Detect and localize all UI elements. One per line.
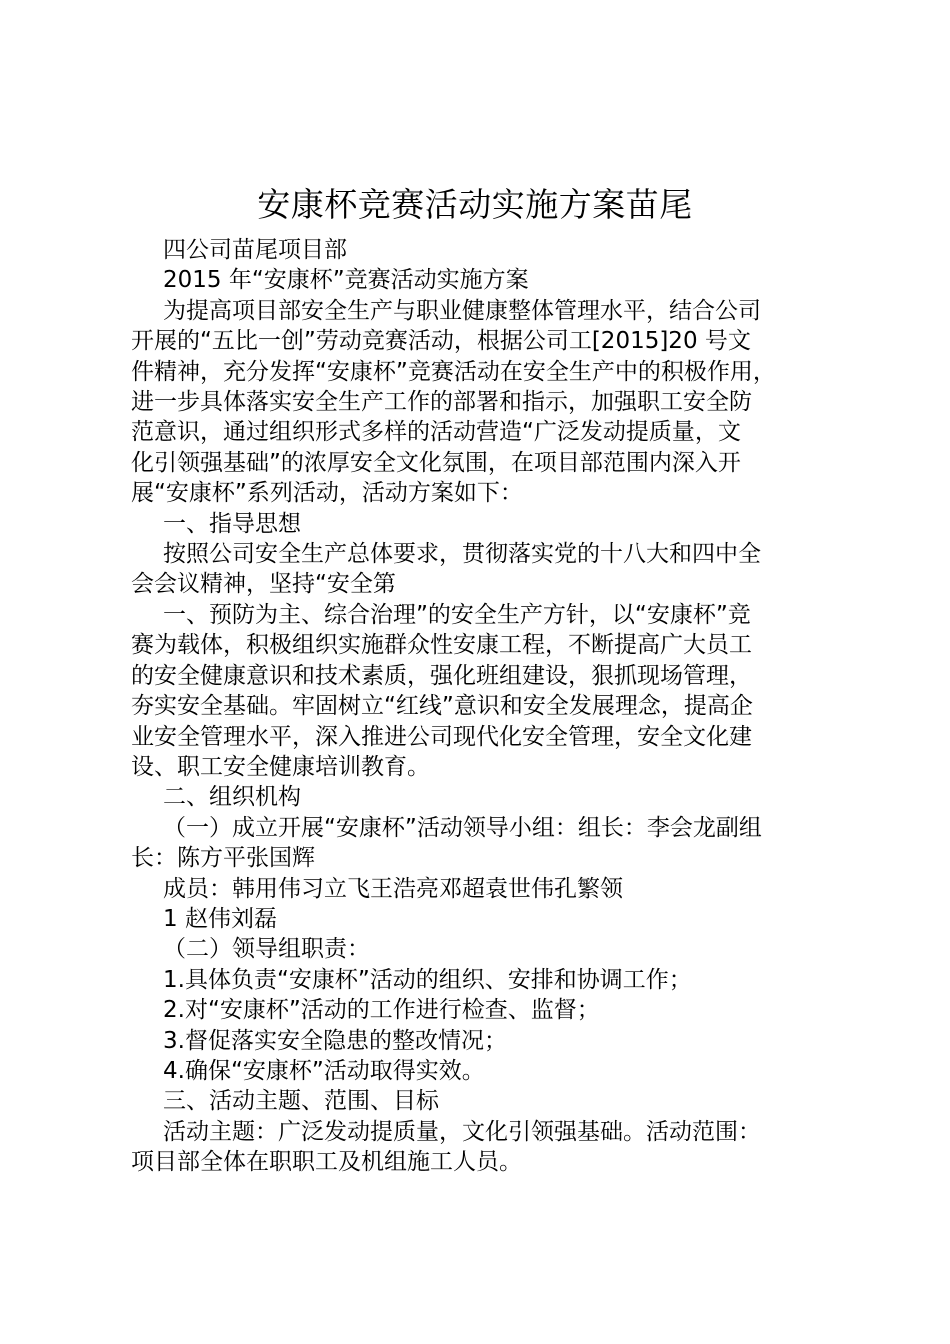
- text-line: 设、职工安全健康培训教育。: [131, 753, 430, 780]
- text-line: 1.具体负责“安康杯”活动的组织、安排和协调工作；: [163, 966, 692, 993]
- text-line: 赛为载体，积极组织实施群众性安康工程，不断提高广大员工: [131, 632, 752, 659]
- text-line: 进一步具体落实安全生产工作的部署和指示，加强职工安全防: [131, 389, 752, 416]
- document-title: 安康杯竞赛活动实施方案苗尾: [257, 185, 693, 224]
- text-line: 项目部全体在职职工及机组施工人员。: [131, 1149, 522, 1176]
- text-line: 活动主题：广泛发动提质量，文化引领强基础。活动范围：: [163, 1118, 761, 1145]
- text-line: 三、活动主题、范围、目标: [163, 1088, 439, 1115]
- text-line: 的安全健康意识和技术素质，强化班组建设，狠抓现场管理，: [131, 662, 752, 689]
- text-line: 按照公司安全生产总体要求，贯彻落实党的十八大和四中全: [163, 541, 761, 568]
- text-line: 2015 年“安康杯”竞赛活动实施方案: [163, 267, 529, 294]
- text-line: 夯实安全基础。牢固树立“红线”意识和安全发展理念，提高企: [131, 693, 753, 720]
- document-body: [131, 235, 831, 1178]
- text-line: 2.对“安康杯”活动的工作进行检查、监督；: [163, 997, 600, 1024]
- text-line: 件精神，充分发挥“安康杯”竞赛活动在安全生产中的积极作用，: [131, 358, 776, 385]
- text-line: 展“安康杯”系列活动，活动方案如下：: [131, 480, 523, 507]
- text-line: 为提高项目部安全生产与职业健康整体管理水平，结合公司: [163, 297, 761, 324]
- text-line: 化引领强基础”的浓厚安全文化氛围，在项目部范围内深入开: [131, 449, 741, 476]
- text-line: 二、组织机构: [163, 784, 301, 811]
- text-line: 四公司苗尾项目部: [163, 237, 347, 263]
- text-line: 一、预防为主、综合治理”的安全生产方针，以“安康杯”竞: [163, 601, 751, 628]
- text-line: 开展的“五比一创”劳动竞赛活动，根据公司工[2015]20 号文: [131, 328, 751, 355]
- text-line: 会会议精神，坚持“安全第: [131, 571, 396, 598]
- text-line: 长：陈方平张国辉: [131, 845, 315, 872]
- text-line: 业安全管理水平，深入推进公司现代化安全管理，安全文化建: [131, 723, 752, 750]
- text-line: 1 赵伟刘磊: [163, 905, 277, 932]
- text-line: （一）成立开展“安康杯”活动领导小组：组长：李会龙副组: [163, 814, 762, 841]
- text-line: 范意识，通过组织形式多样的活动营造“广泛发动提质量，文: [131, 419, 741, 446]
- text-line: 成员：韩用伟习立飞王浩亮邓超袁世伟孔繁领: [163, 875, 623, 902]
- text-line: 一、指导思想: [163, 510, 301, 537]
- text-line: （二）领导组职责：: [163, 936, 370, 963]
- text-line: 3.督促落实安全隐患的整改情况；: [163, 1027, 507, 1054]
- text-line: 4.确保“安康杯”活动取得实效。: [163, 1057, 485, 1084]
